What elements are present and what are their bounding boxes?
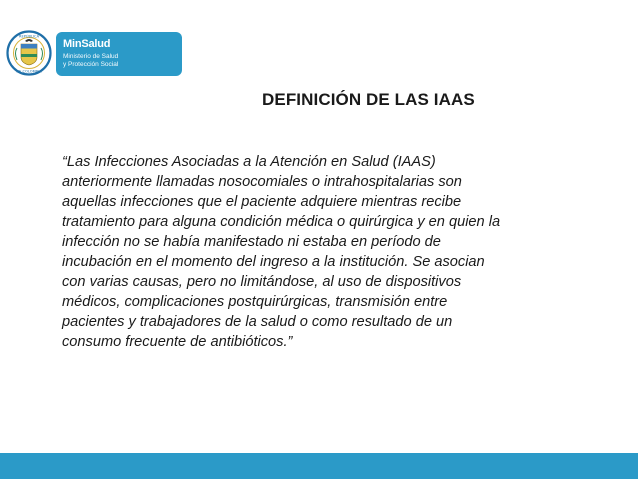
definition-quote <box>62 152 602 352</box>
quote-line: con varias causas, pero no limitándose, al uso de dispositivos <box>62 274 462 290</box>
minsalud-logo-box <box>56 32 182 76</box>
footer-bar <box>0 453 638 479</box>
quote-line: tratamiento para alguna condición médica o quirúrgica y en quien la <box>62 214 501 230</box>
seal-bottom-text: DE COLOMBIA <box>16 69 42 74</box>
seal-top-text: REPÚBLICA <box>18 34 40 39</box>
quote-line: infección no se había manifestado ni estaba en período de <box>62 234 441 250</box>
quote-line: incubación en el momento del ingreso a la institución. Se asocian <box>62 254 485 270</box>
quote-line: “Las Infecciones Asociadas a la Atención en Salud (IAAS) <box>62 154 436 170</box>
slide-title: DEFINICIÓN DE LAS IAAS <box>262 90 475 109</box>
quote-line: médicos, complicaciones postquirúrgicas, transmisión entre <box>62 294 448 310</box>
header-logo <box>4 30 182 78</box>
quote-line: pacientes y trabajadores de la salud o como resultado de un <box>62 314 453 330</box>
quote-line: anteriormente llamadas nosocomiales o intrahospitalarias son <box>62 174 462 190</box>
brand-subtitle-line-2: y Protección Social <box>63 60 119 68</box>
quote-line: consumo frecuente de antibióticos.” <box>62 334 293 350</box>
brand-subtitle <box>63 53 118 68</box>
brand-subtitle-line-1: Ministerio de Salud <box>63 53 119 60</box>
colombia-seal-icon <box>6 30 52 76</box>
quote-line: aquellas infecciones que el paciente adquiere mientras recibe <box>62 194 462 210</box>
brand-name: MinSalud <box>63 38 111 50</box>
